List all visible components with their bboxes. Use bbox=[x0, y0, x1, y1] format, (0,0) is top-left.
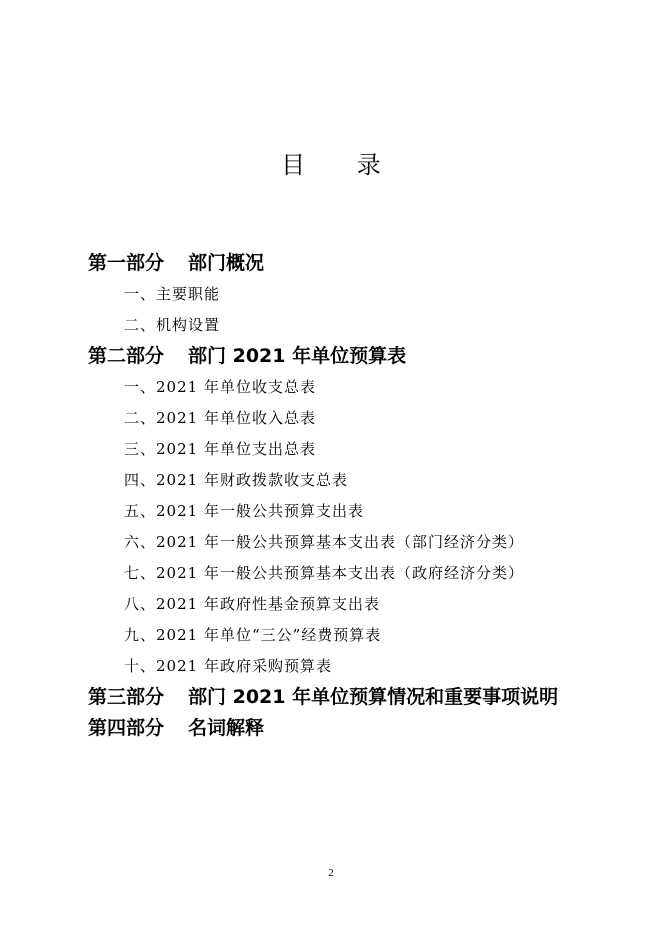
toc-item: 十、2021 年政府采购预算表 bbox=[124, 657, 332, 675]
toc-part-2 bbox=[0, 341, 662, 372]
table-of-contents bbox=[0, 248, 662, 744]
toc-part-3 bbox=[0, 682, 662, 713]
toc-item: 六、2021 年一般公共预算基本支出表（部门经济分类） bbox=[124, 533, 524, 551]
toc-part-label: 第二部分 bbox=[88, 345, 165, 367]
toc-item: 三、2021 年单位支出总表 bbox=[124, 440, 316, 458]
toc-part-title: 名词解释 bbox=[188, 717, 265, 739]
toc-part-title: 部门 2021 年单位预算表 bbox=[188, 345, 407, 367]
page-number: 2 bbox=[328, 867, 334, 879]
toc-part-label: 第三部分 bbox=[88, 686, 165, 708]
toc-part-1 bbox=[0, 248, 662, 279]
toc-part-4 bbox=[0, 713, 662, 744]
toc-part-label: 第四部分 bbox=[88, 717, 165, 739]
toc-item: 九、2021 年单位“三公”经费预算表 bbox=[124, 626, 382, 644]
toc-item: 一、2021 年单位收支总表 bbox=[124, 378, 316, 396]
toc-part-title: 部门概况 bbox=[188, 252, 265, 274]
toc-item: 二、机构设置 bbox=[124, 316, 221, 334]
toc-item: 二、2021 年单位收入总表 bbox=[124, 409, 316, 427]
page-title: 目 录 bbox=[281, 151, 403, 179]
toc-part-title: 部门 2021 年单位预算情况和重要事项说明 bbox=[188, 686, 559, 708]
toc-item: 七、2021 年一般公共预算基本支出表（政府经济分类） bbox=[124, 564, 524, 582]
toc-item: 八、2021 年政府性基金预算支出表 bbox=[124, 595, 380, 613]
toc-item: 一、主要职能 bbox=[124, 285, 221, 303]
toc-item: 五、2021 年一般公共预算支出表 bbox=[124, 502, 364, 520]
toc-item: 四、2021 年财政拨款收支总表 bbox=[124, 471, 348, 489]
toc-part-label: 第一部分 bbox=[88, 252, 165, 274]
